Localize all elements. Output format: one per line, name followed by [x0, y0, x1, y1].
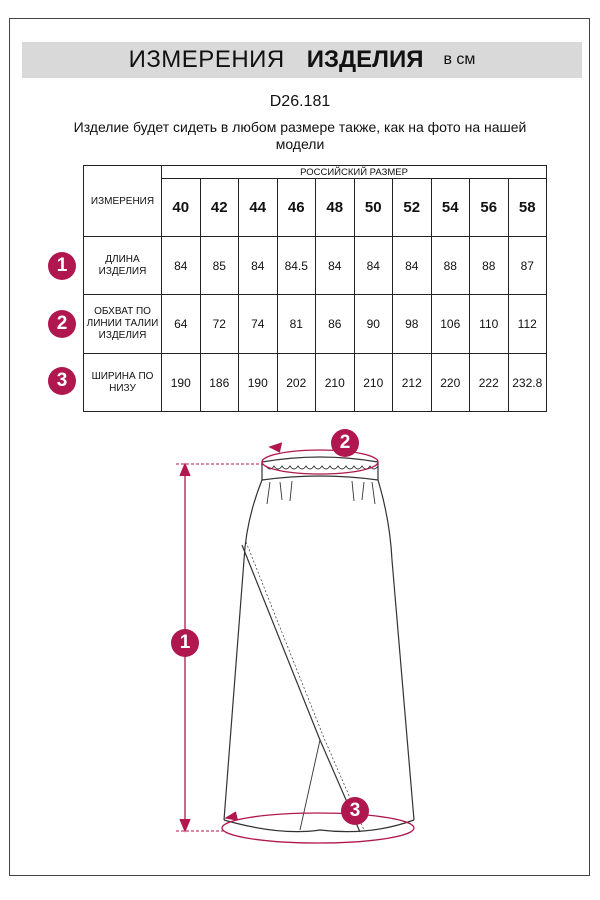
value-cell: 88: [431, 237, 470, 295]
size-cell: 58: [508, 179, 547, 237]
value-cell: 81: [277, 295, 316, 354]
value-cell: 64: [162, 295, 201, 354]
value-cell: 112: [508, 295, 547, 354]
value-cell: 84: [239, 237, 278, 295]
row-label-length: ДЛИНА ИЗДЕЛИЯ: [84, 237, 162, 295]
value-cell: 186: [200, 354, 239, 412]
measurements-header: ИЗМЕРЕНИЯ: [84, 166, 162, 237]
value-cell: 190: [162, 354, 201, 412]
value-cell: 85: [200, 237, 239, 295]
hem: [224, 820, 414, 832]
header-title-part2: ИЗДЕЛИЯ: [306, 46, 424, 73]
header-title-part1: ИЗМЕРЕНИЯ: [128, 46, 285, 73]
row-badge-2: 2: [48, 310, 76, 338]
size-system-header: РОССИЙСКИЙ РАЗМЕР: [162, 166, 547, 179]
size-cell: 54: [431, 179, 470, 237]
article-code: D26.181: [269, 93, 331, 110]
diagram-badge-2: 2: [331, 429, 359, 457]
row-badge-3: 3: [48, 367, 76, 395]
value-cell: 87: [508, 237, 547, 295]
value-cell: 212: [393, 354, 432, 412]
value-cell: 110: [470, 295, 509, 354]
value-cell: 84: [393, 237, 432, 295]
diagram-badge-1: 1: [171, 629, 199, 657]
size-cell: 42: [200, 179, 239, 237]
value-cell: 90: [354, 295, 393, 354]
row-badge-1: 1: [48, 252, 76, 280]
value-cell: 232.8: [508, 354, 547, 412]
value-cell: 210: [354, 354, 393, 412]
value-cell: 190: [239, 354, 278, 412]
value-cell: 84.5: [277, 237, 316, 295]
row-label-hem-width: ШИРИНА ПО НИЗУ: [84, 354, 162, 412]
value-cell: 106: [431, 295, 470, 354]
value-cell: 72: [200, 295, 239, 354]
row-label-waist: ОБХВАТ ПО ЛИНИИ ТАЛИИ ИЗДЕЛИЯ: [84, 295, 162, 354]
diagram-badge-3: 3: [341, 797, 369, 825]
value-cell: 222: [470, 354, 509, 412]
value-cell: 88: [470, 237, 509, 295]
size-cell: 40: [162, 179, 201, 237]
size-cell: 46: [277, 179, 316, 237]
skirt-outline: [224, 457, 414, 832]
size-cell: 52: [393, 179, 432, 237]
waist-ellipse: [262, 450, 378, 474]
value-cell: 84: [354, 237, 393, 295]
header-unit: в см: [443, 51, 476, 68]
right-seam: [378, 480, 414, 820]
fit-note: Изделие будет сидеть в любом размере также, как на фото на нашей модели: [73, 119, 527, 152]
value-cell: 202: [277, 354, 316, 412]
value-cell: 86: [316, 295, 355, 354]
value-cell: 210: [316, 354, 355, 412]
value-cell: 84: [162, 237, 201, 295]
value-cell: 220: [431, 354, 470, 412]
size-cell: 56: [470, 179, 509, 237]
size-cell: 44: [239, 179, 278, 237]
left-seam: [224, 480, 262, 820]
value-cell: 84: [316, 237, 355, 295]
value-cell: 98: [393, 295, 432, 354]
value-cell: 74: [239, 295, 278, 354]
wrap-edge: [242, 545, 360, 832]
size-cell: 50: [354, 179, 393, 237]
measure-lines: [176, 443, 414, 843]
size-cell: 48: [316, 179, 355, 237]
